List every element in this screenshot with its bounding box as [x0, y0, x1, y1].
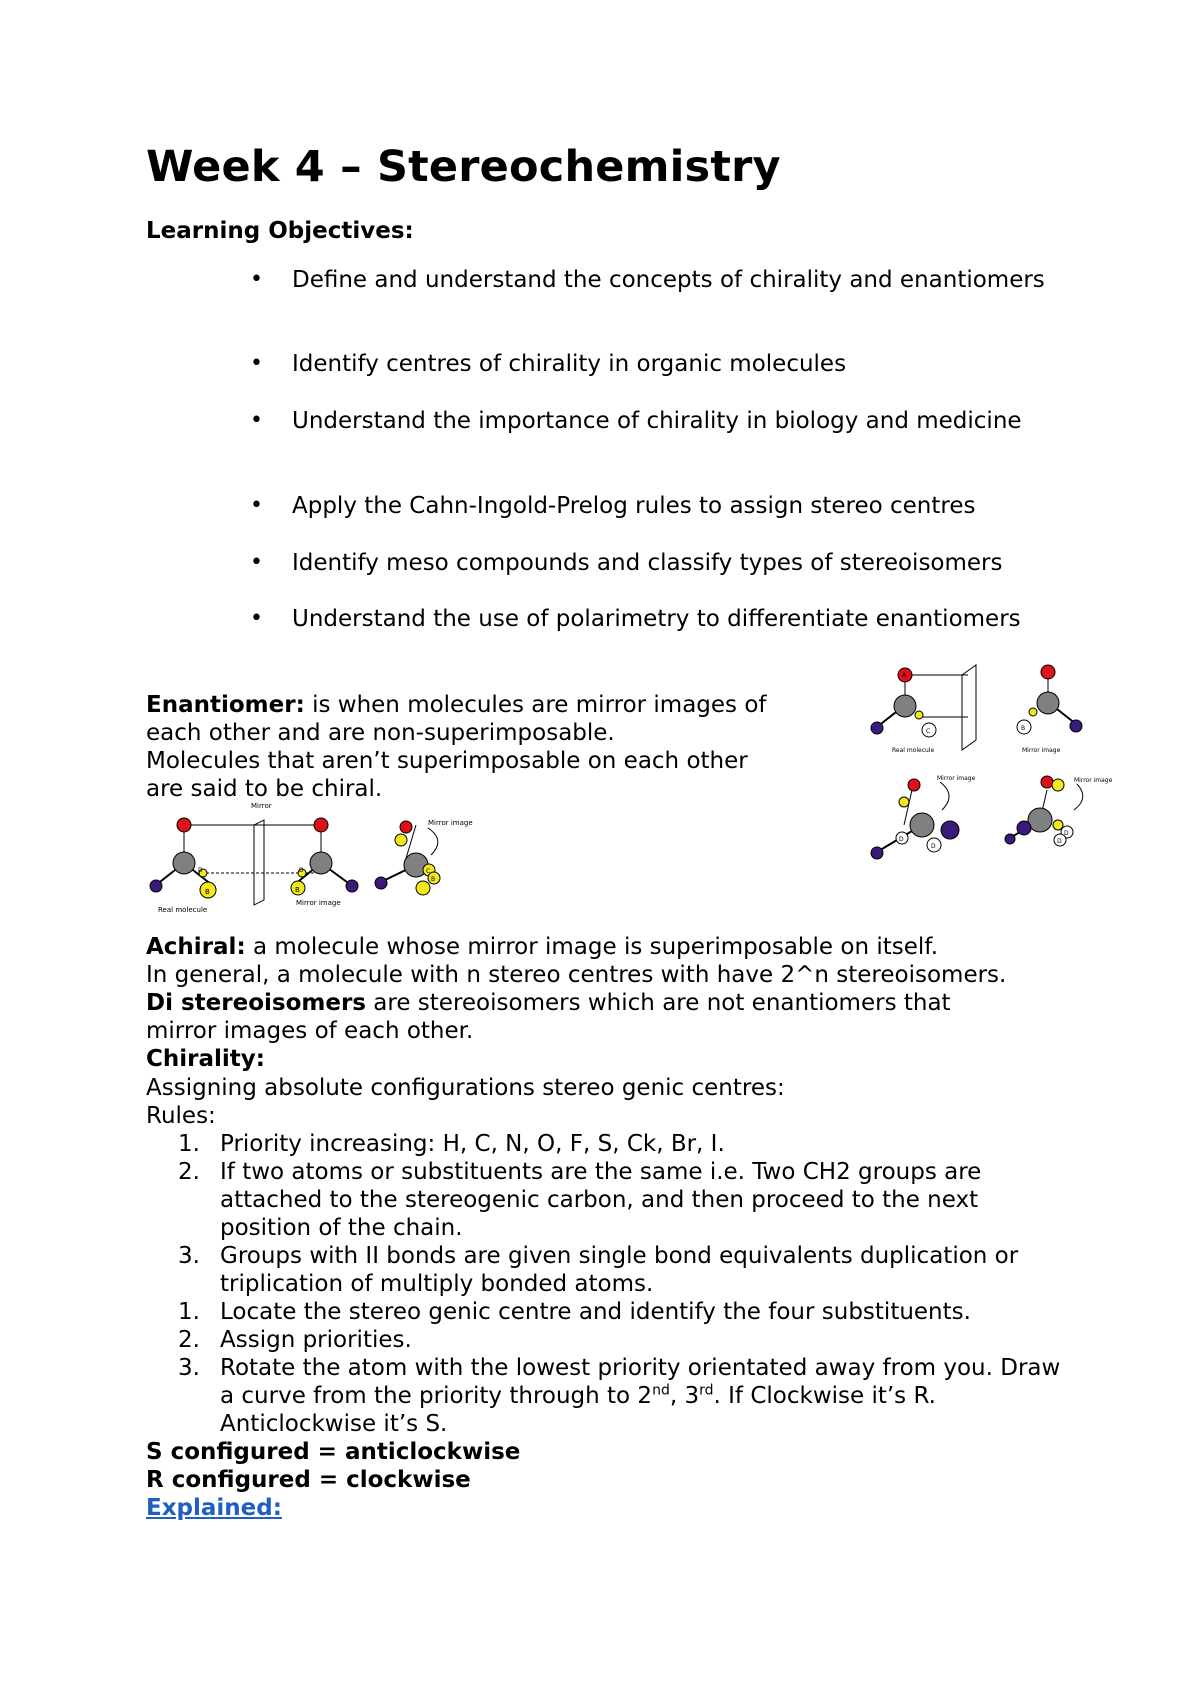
di-stereoisomers-term: Di stereoisomers [146, 990, 366, 1016]
mirror-image-label-2: Mirror image [937, 775, 976, 782]
rule-number: 2. [178, 1159, 200, 1185]
objective-text: Apply the Cahn-Ingold-Prelog rules to assign stereo centres [292, 493, 976, 519]
atom-label: B [205, 888, 210, 896]
yellow-atom [395, 834, 407, 846]
oxygen-atom [177, 818, 191, 832]
purple-atom [150, 880, 162, 892]
explained-link[interactable]: Explained: [146, 1495, 282, 1521]
step-number: 3. [178, 1355, 200, 1381]
achiral-term: Achiral: [146, 934, 246, 960]
real-molecule-label: Real molecule [892, 747, 935, 754]
carbon-atom [310, 852, 332, 874]
carbon-atom [1037, 692, 1059, 714]
arrow-icon [428, 828, 438, 855]
purple-atom [375, 877, 387, 889]
yellow-atom [1053, 820, 1063, 830]
rule-number: 3. [178, 1243, 200, 1269]
arrow-icon [940, 782, 949, 810]
general-line: In general, a molecule with n stereo centres with have 2^n stereoisomers. [146, 962, 1007, 988]
atom-label: C [926, 728, 931, 735]
atom-label: B [295, 886, 300, 894]
atom-label: B [431, 876, 436, 883]
real-molecule-label: Real molecule [158, 906, 208, 914]
atom-label: D [299, 867, 304, 874]
step-text: Locate the stereo genic centre and identify the four substituents. [220, 1299, 971, 1325]
bullet-icon: • [250, 351, 263, 376]
yellow-atom [915, 711, 923, 719]
atom-label: B [1021, 725, 1026, 732]
atom-label: D [1057, 838, 1062, 845]
atom-label: D [198, 867, 203, 874]
purple-atom [1017, 821, 1031, 835]
atom-label: C [426, 868, 431, 875]
enantiomer-line-3: Molecules that aren’t superimposable on each other [146, 748, 748, 774]
step-number: 1. [178, 1299, 200, 1325]
mirror-label: Mirror [251, 802, 272, 810]
objective-text: Understand the use of polarimetry to differentiate enantiomers [292, 606, 1021, 632]
rule-number: 1. [178, 1131, 200, 1157]
mirror-image-label-3: Mirror image [1074, 777, 1113, 784]
purple-atom [1005, 834, 1015, 844]
rule-text: Groups with II bonds are given single bond equivalents duplication or triplication of multiply bonded atoms. [220, 1243, 1019, 1297]
step-text: Rotate the atom with the lowest priority orientated away from you. Draw a curve from the priority through to 2nd, 3rd. If Clockwise it’s R. Anticlockwise it’s S. [220, 1355, 1061, 1437]
purple-atom [871, 722, 883, 734]
carbon-atom [910, 813, 934, 837]
assigning-line: Assigning absolute configurations stereo genic centres: [146, 1075, 785, 1101]
enantiomer-diagram-left [146, 800, 526, 915]
objective-text: Define and understand the concepts of chirality and enantiomers [292, 267, 1045, 293]
oxygen-atom [314, 818, 328, 832]
enantiomer-diagram-right [862, 660, 1132, 870]
bullet-icon: • [250, 408, 263, 433]
oxygen-atom [908, 779, 920, 791]
purple-atom [1070, 720, 1082, 732]
mirror-image-label: Mirror image [296, 899, 341, 907]
oxygen-atom [1041, 665, 1055, 679]
bullet-icon: • [250, 606, 263, 631]
enantiomer-line-1: Enantiomer: is when molecules are mirror images of [146, 692, 767, 718]
atom-label: D [899, 836, 904, 843]
oxygen-atom [1041, 776, 1053, 788]
r-configured-line: R configured = clockwise [146, 1467, 471, 1493]
step-text: Assign priorities. [220, 1327, 412, 1353]
mirror-image-label: Mirror image [1022, 747, 1061, 754]
rule-text: Priority increasing: H, C, N, O, F, S, Ck, Br, I. [220, 1131, 725, 1157]
yellow-atom [1029, 708, 1037, 716]
achiral-line: Achiral: a molecule whose mirror image is superimposable on itself. [146, 934, 939, 960]
purple-atom [346, 880, 358, 892]
rules-heading: Rules: [146, 1103, 216, 1129]
atom-label: A [902, 672, 907, 679]
enantiomer-line-4: are said to be chiral. [146, 776, 383, 802]
bullet-icon: • [250, 550, 263, 575]
yellow-atom [1052, 779, 1064, 791]
atom-label: D [1064, 830, 1069, 837]
carbon-atom [894, 695, 916, 717]
enantiomer-line-2: each other and are non-superimposable. [146, 720, 615, 746]
arrow-icon [1074, 784, 1083, 810]
mirror-image-label-2: Mirror image [428, 819, 473, 827]
yellow-atom [899, 797, 909, 807]
rule-text: If two atoms or substituents are the same i.e. Two CH2 groups are attached to the stereogenic carbon, and then proceed to the next position of the chain. [220, 1159, 982, 1241]
step-number: 2. [178, 1327, 200, 1353]
enantiomer-term: Enantiomer: [146, 692, 305, 718]
oxygen-atom [400, 821, 412, 833]
bullet-icon: • [250, 267, 263, 292]
di-stereoisomers-line-2: mirror images of each other. [146, 1018, 474, 1044]
yellow-atom [416, 881, 430, 895]
atom-label: D [931, 843, 936, 850]
page-title: Week 4 – Stereochemistry [146, 142, 781, 192]
bullet-icon: • [250, 493, 263, 518]
objective-text: Identify centres of chirality in organic molecules [292, 351, 847, 377]
mirror-plane [962, 665, 976, 750]
mirror-plane [254, 820, 264, 905]
di-stereoisomers-line: Di stereoisomers are stereoisomers which are not enantiomers that [146, 990, 951, 1016]
learning-objectives-heading: Learning Objectives: [146, 218, 414, 244]
objective-text: Identify meso compounds and classify types of stereoisomers [292, 550, 1003, 576]
purple-atom [871, 847, 883, 859]
objective-text: Understand the importance of chirality in biology and medicine [292, 408, 1022, 434]
s-configured-line: S configured = anticlockwise [146, 1439, 521, 1465]
purple-atom [941, 821, 959, 839]
chirality-heading: Chirality: [146, 1046, 265, 1072]
carbon-atom [1028, 808, 1052, 832]
carbon-atom [173, 852, 195, 874]
